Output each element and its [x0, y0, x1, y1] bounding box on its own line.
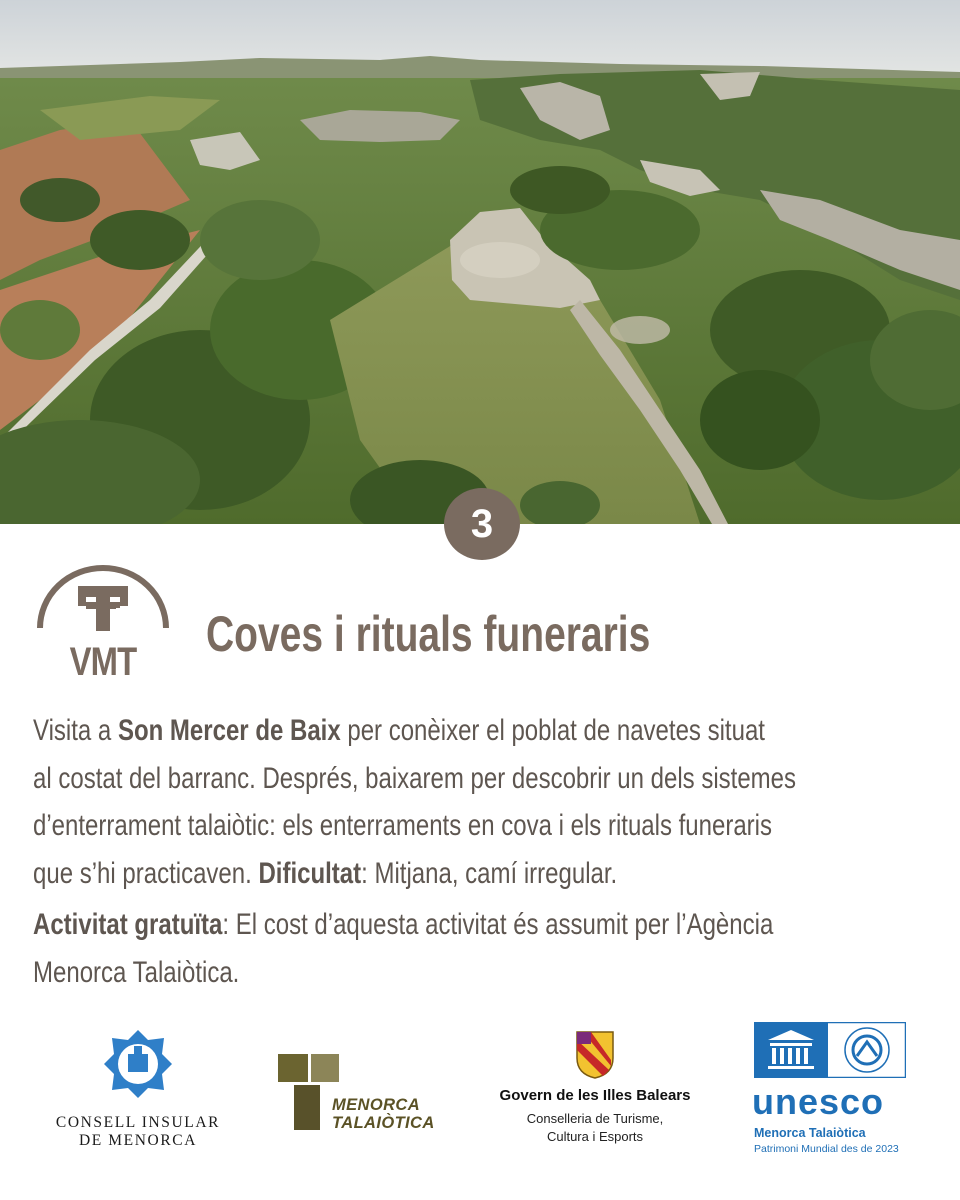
place-name: Son Mercer de Baix	[117, 714, 341, 747]
free-activity-line-1	[33, 901, 921, 949]
vmt-arch-icon	[36, 562, 170, 642]
vmt-logo	[36, 562, 170, 688]
description-paragraph	[33, 707, 921, 897]
text-span: Visita a	[33, 714, 118, 747]
unesco-wordmark: unesco	[752, 1081, 885, 1122]
difficulty-value: : Mitjana, camí irregular.	[361, 856, 618, 890]
text-span: per conèixer el poblat de navetes situat	[340, 714, 765, 747]
unesco-site-name: Menorca Talaiòtica	[754, 1126, 866, 1140]
govern-name: Govern de les Illes Balears	[499, 1087, 691, 1104]
text-span: que s’hi practicaven.	[33, 856, 259, 890]
conselleria-line-2: Cultura i Esports	[546, 1129, 644, 1144]
consell-name-line-2: DE MENORCA	[78, 1132, 198, 1149]
menorca-talaiotica-name	[332, 1096, 472, 1132]
mt-name-line-1: MENORCA	[332, 1096, 421, 1114]
mt-name-line-2: TALAIÒTICA	[332, 1114, 435, 1132]
text-span: : El cost d’aquesta activitat és assumit per l’Agència	[222, 908, 774, 941]
description-line-3: d’enterrament talaiòtic: els enterraments en cova i els rituals funeraris	[33, 809, 773, 842]
consell-insular-name	[48, 1114, 228, 1150]
unesco-logo	[750, 1022, 910, 1162]
consell-emblem-icon	[104, 1028, 172, 1098]
consell-insular-logo	[48, 1028, 228, 1158]
balearic-shield-icon	[575, 1030, 615, 1080]
conselleria-name	[488, 1110, 702, 1146]
unesco-temple-icon	[754, 1022, 906, 1078]
govern-illes-balears-logo	[488, 1030, 702, 1150]
free-activity-label: Activitat gratuïta	[33, 908, 223, 941]
free-activity-paragraph	[33, 901, 921, 996]
page-title: Coves i rituals funeraris	[206, 606, 651, 662]
description-line-2: al costat del barranc. Després, baixarem per descobrir un dels sistemes	[33, 761, 797, 795]
difficulty-label: Dificultat	[258, 856, 362, 890]
unesco-heritage-since: Patrimoni Mundial des de 2023	[754, 1143, 899, 1155]
free-activity-line-2: Menorca Talaiòtica.	[33, 955, 240, 989]
vmt-logo-text: VMT	[69, 640, 137, 684]
hero-photo	[0, 0, 960, 524]
menorca-talaiotica-logo	[278, 1054, 448, 1138]
step-number: 3	[470, 501, 494, 546]
description-line-1	[33, 707, 921, 755]
step-number-badge	[444, 488, 520, 560]
conselleria-line-1: Conselleria de Turisme,	[526, 1111, 664, 1126]
description-line-4	[33, 850, 921, 898]
consell-name-line-1: CONSELL INSULAR	[55, 1114, 221, 1131]
